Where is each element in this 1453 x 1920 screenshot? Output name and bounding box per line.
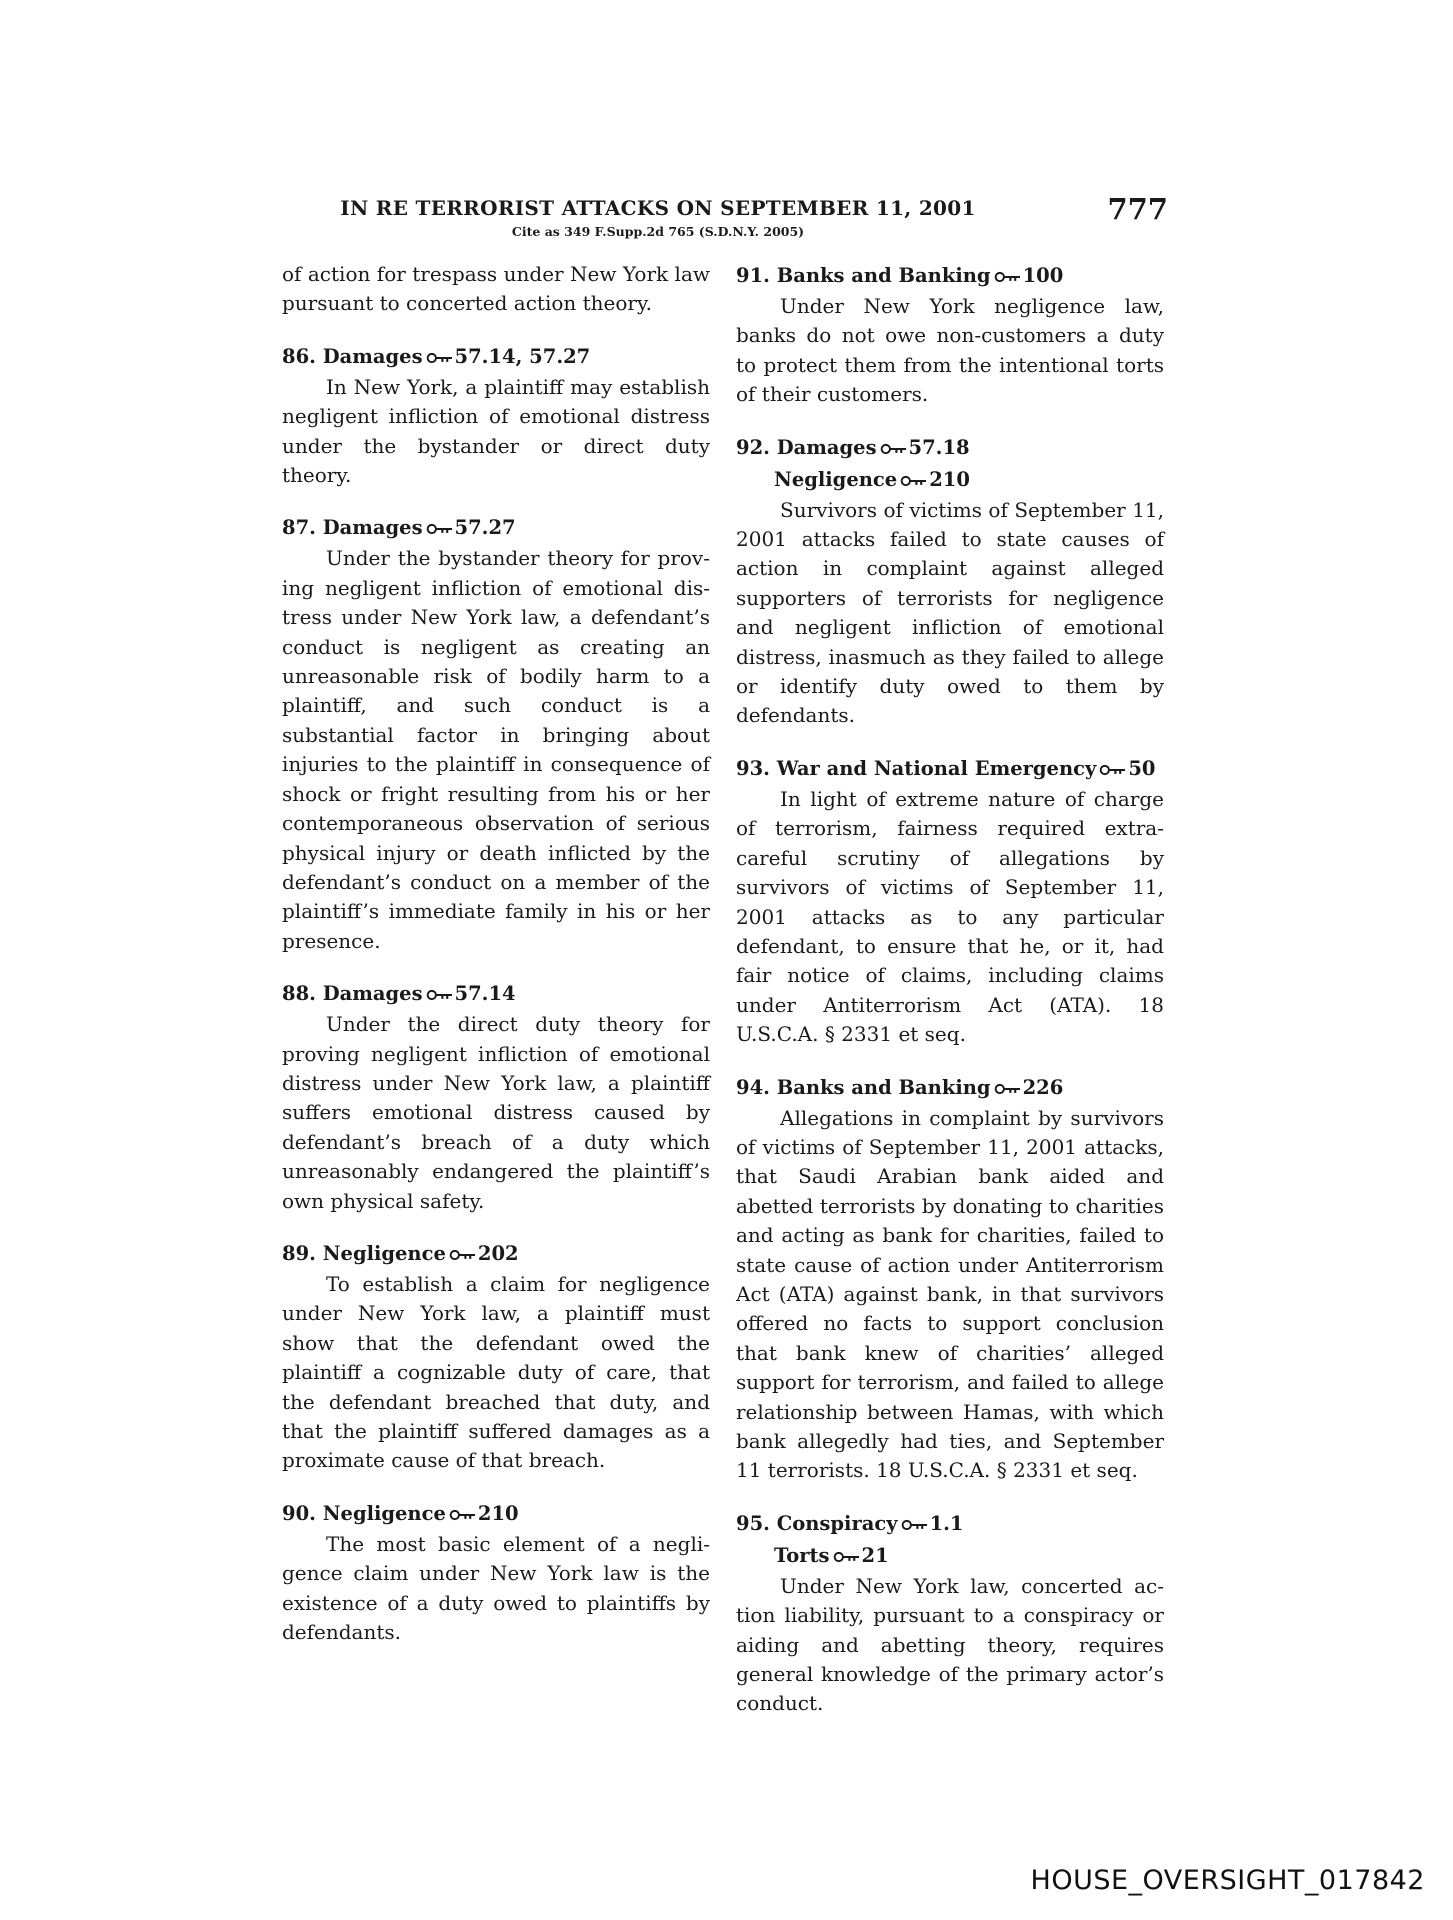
key-number: 226 xyxy=(1022,1075,1064,1099)
left-column xyxy=(282,260,710,1669)
headnote-95 xyxy=(736,1508,1164,1719)
key-number: 1.1 xyxy=(929,1511,964,1535)
key-symbol-icon xyxy=(426,523,453,535)
key-number: 210 xyxy=(477,1501,519,1525)
topic-label: 90. Negligence xyxy=(282,1501,446,1525)
headnote-heading xyxy=(736,432,1164,496)
key-symbol-icon xyxy=(426,989,453,1001)
headnote-91 xyxy=(736,260,1164,410)
right-column xyxy=(736,260,1164,1741)
key-number: 50 xyxy=(1128,756,1156,780)
headnote-87 xyxy=(282,512,710,956)
headnote-89 xyxy=(282,1238,710,1476)
headnote-90 xyxy=(282,1498,710,1648)
key-number: 57.14, 57.27 xyxy=(454,344,591,368)
headnote-text: Under New York law, concerted action liability, pursuant to a conspiracy or aiding and abetting theory, requires general knowledge of the primary actor’s conduct. xyxy=(736,1573,1164,1716)
headnote-text: Under New York negligence law, banks do not owe non-customers a duty to protect them from the intentional torts of their customers. xyxy=(736,294,1164,407)
key-symbol-icon xyxy=(994,271,1021,283)
topic-label: 93. War and National Emergency xyxy=(736,756,1097,780)
headnote-text: In light of extreme nature of charge of terrorism, fairness required extra-careful scrutiny of allegations by survivors of victims of September 11, 2001 attacks as to any particular defendant, to ensure that he, or it, had fair notice of claims, including claims under Antiterrorism Act (ATA). 18 U.S.C.A. § 2331 et seq. xyxy=(736,786,1164,1047)
key-symbol-icon xyxy=(1099,764,1126,776)
headnote-text: In New York, a plaintiff may establish negligent infliction of emotional distress under the bystander or direct duty theory. xyxy=(282,374,710,488)
key-symbol-icon xyxy=(880,443,907,455)
topic-label: 86. Damages xyxy=(282,344,423,368)
topic-label: 89. Negligence xyxy=(282,1241,446,1265)
key-number: 202 xyxy=(477,1241,519,1265)
continuation-text: of action for trespass under New York law pursuant to concerted action theory. xyxy=(282,262,710,316)
key-symbol-icon xyxy=(994,1083,1021,1095)
headnote-text: Under the direct duty theory for proving negligent infliction of emotional distress under New York law, a plaintiff suffers emotional distress caused by defendant’s breach of a duty which unreasonably endangered the plaintiff’s own physical safety. xyxy=(282,1012,710,1213)
key-symbol-icon xyxy=(900,475,927,487)
sub-topic-label: Negligence xyxy=(774,467,898,491)
headnote-heading xyxy=(282,1238,710,1270)
headnote-heading xyxy=(282,1498,710,1530)
key-symbol-icon xyxy=(449,1509,476,1521)
headnote-text: Survivors of victims of September 11, 2001 attacks failed to state causes of action in complaint against alleged supporters of terrorists for negligence and negligent infliction of emotional distress, inasmuch as they failed to allege or identify duty owed to them by defendants. xyxy=(736,497,1164,728)
topic-label: 95. Conspiracy xyxy=(736,1511,898,1535)
headnote-86 xyxy=(282,341,710,491)
topic-label: 87. Damages xyxy=(282,516,423,540)
key-symbol-icon xyxy=(426,352,453,364)
topic-label: 88. Damages xyxy=(282,982,423,1006)
key-symbol-icon xyxy=(833,1551,860,1563)
headnote-heading xyxy=(282,978,710,1010)
headnote-heading xyxy=(282,512,710,544)
key-number: 57.27 xyxy=(454,516,516,540)
headnote-94 xyxy=(736,1072,1164,1486)
headnote-heading xyxy=(736,1072,1164,1104)
headnote-heading xyxy=(282,341,710,373)
topic-label: 94. Banks and Banking xyxy=(736,1075,991,1099)
headnote-heading xyxy=(736,753,1164,785)
headnote-text: To establish a claim for negligence under New York law, a plaintiff must show that the defendant owed the plaintiff a cognizable duty of care, that the defendant breached that duty, and that the plaintiff suffered damages as a proximate cause of that breach. xyxy=(282,1271,710,1473)
sub-heading xyxy=(736,464,1164,496)
headnote-88 xyxy=(282,978,710,1216)
document-id-stamp: HOUSE_OVERSIGHT_017842 xyxy=(1030,1865,1425,1896)
headnote-text: Under the bystander theory for proving negligent infliction of emotional distress under New York law, a defendant’s conduct is negligent as creating an unreasonable risk of bodily harm to a plaintiff, and such conduct is a substantial factor in bringing about injuries to the plaintiff in consequence of shock or fright resulting from his or her contemporaneous observation of serious physical injury or death inflicted by the defendant’s conduct on a member of the plaintiff’s immediate family in his or her presence. xyxy=(282,546,710,953)
topic-label: 91. Banks and Banking xyxy=(736,264,991,287)
page-header xyxy=(280,192,1168,246)
headnote-text: The most basic element of a negligence claim under New York law is the existence of a duty owed to plaintiffs by defendants. xyxy=(282,1531,710,1645)
sub-key-number: 21 xyxy=(861,1543,889,1567)
citation-line: Cite as 349 F.Supp.2d 765 (S.D.N.Y. 2005) xyxy=(511,224,805,239)
key-number: 100 xyxy=(1022,264,1064,287)
headnote-92 xyxy=(736,432,1164,731)
headnote-text: Allegations in complaint by survivors of victims of September 11, 2001 attacks, that Saudi Arabian bank aided and abetted terrorists by donating to charities and acting as bank for charities, failed to state cause of action under Antiterrorism Act (ATA) against bank, in that survivors offered no facts to support conclusion that bank knew of charities’ alleged support for terrorism, and failed to allege relationship between Hamas, with which bank allegedly had ties, and September 11 terrorists. 18 U.S.C.A. § 2331 et seq. xyxy=(736,1105,1164,1483)
headnote-heading xyxy=(736,260,1164,292)
key-number: 57.14 xyxy=(454,982,516,1006)
key-number: 57.18 xyxy=(908,435,970,459)
sub-topic-label: Torts xyxy=(774,1543,830,1567)
sub-heading xyxy=(736,1540,1164,1572)
page-number: 777 xyxy=(1107,192,1168,226)
headnote-93 xyxy=(736,753,1164,1050)
headnote-heading xyxy=(736,1508,1164,1572)
sub-key-number: 210 xyxy=(929,467,970,491)
key-symbol-icon xyxy=(901,1519,928,1531)
key-symbol-icon xyxy=(449,1249,476,1261)
running-title: IN RE TERRORIST ATTACKS ON SEPTEMBER 11, 2001 xyxy=(340,196,976,220)
topic-label: 92. Damages xyxy=(736,435,877,459)
